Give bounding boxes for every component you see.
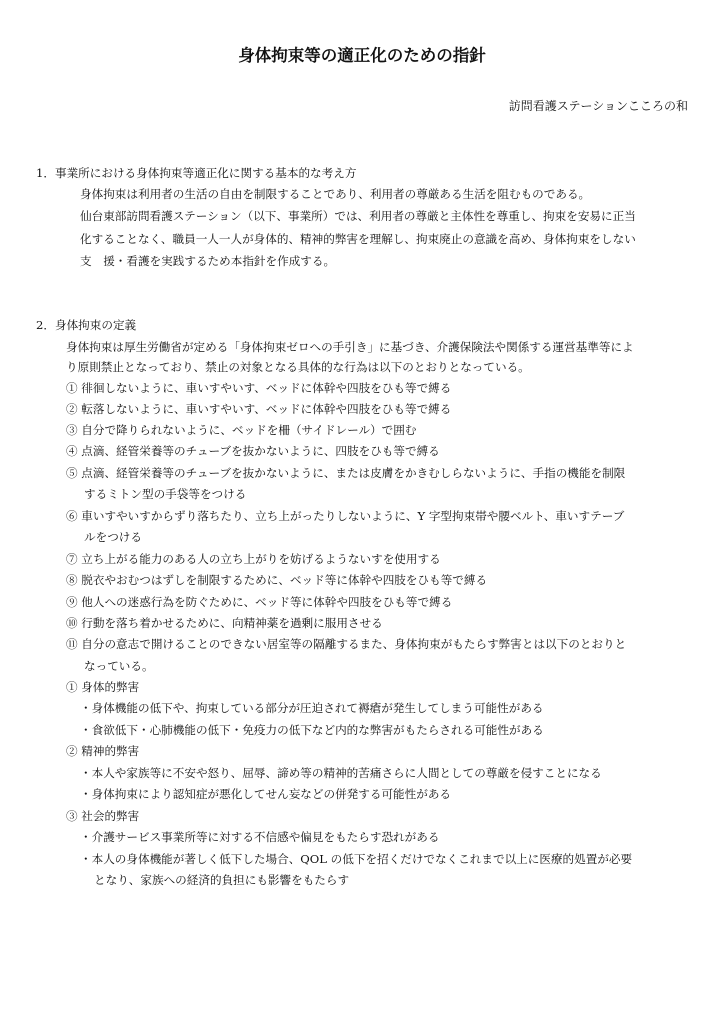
restraint-item: ⑦ 立ち上がる能力のある人の立ち上がりを妨げるようないすを使用する (66, 552, 441, 566)
restraint-item: ⑨ 他人への迷惑行為を防ぐために、ベッド等に体幹や四肢をひも等で縛る (66, 595, 453, 609)
section-1-line: 支 援・看護を実践するため本指針を作成する。 (80, 254, 336, 268)
section-2-heading: 2．身体拘束の定義 (36, 318, 137, 332)
restraint-item: ① 徘徊しないように、車いすやいす、ベッドに体幹や四肢をひも等で縛る (66, 381, 452, 395)
harm-category: ② 精神的弊害 (66, 744, 140, 758)
section-1-line: 化することなく、職員一人一人が身体的、精神的弊害を理解し、拘束廃止の意識を高め、身体拘束をしない (80, 232, 636, 246)
harm-category: ① 身体的弊害 (66, 680, 140, 694)
section-1-heading: 1．事業所における身体拘束等適正化に関する基本的な考え方 (36, 166, 357, 180)
restraint-item: ③ 自分で降りられないように、ベッドを柵（サイドレール）で囲む (66, 423, 417, 437)
harm-detail-continuation: となり、家族への経済的負担にも影響をもたらす (94, 873, 350, 887)
harm-detail: ・身体機能の低下や、拘束している部分が圧迫されて褥瘡が発生してしまう可能性がある (80, 701, 544, 715)
restraint-item: ⑤ 点滴、経管栄養等のチューブを抜かないように、または皮膚をかきむしらないように、手指の機能を制限 (66, 466, 626, 480)
restraint-item-continuation: するミトン型の手袋等をつける (84, 487, 247, 501)
restraint-item: ② 転落しないように、車いすやいす、ベッドに体幹や四肢をひも等で縛る (66, 402, 452, 416)
section-2-intro-line: り原則禁止となっており、禁止の対象となる具体的な行為は以下のとおりとなっている。 (66, 360, 530, 374)
document-title: 身体拘束等の適正化のための指針 (238, 46, 486, 65)
harm-category: ③ 社会的弊害 (66, 809, 140, 823)
organization-name: 訪問看護ステーションこころの和 (508, 99, 688, 113)
harm-detail: ・介護サービス事業所等に対する不信感や偏見をもたらす恐れがある (80, 830, 440, 844)
harm-detail: ・本人の身体機能が著しく低下した場合、QOL の低下を招くだけでなくこれまで以上に医療的処置が必要 (80, 852, 633, 866)
harm-detail: ・本人や家族等に不安や怒り、屈辱、諦め等の精神的苦痛さらに人間としての尊厳を侵すことになる (80, 766, 602, 780)
section-1-line: 身体拘束は利用者の生活の自由を制限することであり、利用者の尊厳ある生活を阻むものである。 (80, 187, 591, 201)
restraint-item: ⑧ 脱衣やおむつはずしを制限するために、ベッド等に体幹や四肢をひも等で縛る (66, 573, 488, 587)
harm-detail: ・食欲低下・心肺機能の低下・免疫力の低下など内的な弊害がもたらされる可能性がある (80, 723, 544, 737)
harm-detail: ・身体拘束により認知症が悪化してせん妄などの併発する可能性がある (80, 787, 452, 801)
restraint-item-continuation: ルをつける (84, 530, 142, 544)
restraint-item: ④ 点滴、経管栄養等のチューブを抜かないように、四肢をひも等で縛る (66, 444, 440, 458)
restraint-item: ⑥ 車いすやいすからずり落ちたり、立ち上がったりしないように、Y 字型拘束帯や腰ベルト、車いすテーブ (66, 509, 625, 523)
section-2-intro-line: 身体拘束は厚生労働省が定める「身体拘束ゼロへの手引き」に基づき、介護保険法や関係する運営基準等によ (66, 340, 634, 354)
restraint-item: ⑪ 自分の意志で開けることのできない居室等の隔離するまた、身体拘束がもたらす弊害とは以下のとおりと (66, 637, 627, 651)
restraint-item: ⑩ 行動を落ち着かせるために、向精神薬を過剰に服用させる (66, 616, 383, 630)
section-1-line: 仙台東部訪問看護ステーション（以下、事業所）では、利用者の尊厳と主体性を尊重し、拘束を安易に正当 (80, 209, 636, 223)
restraint-item-continuation: なっている。 (84, 659, 154, 673)
